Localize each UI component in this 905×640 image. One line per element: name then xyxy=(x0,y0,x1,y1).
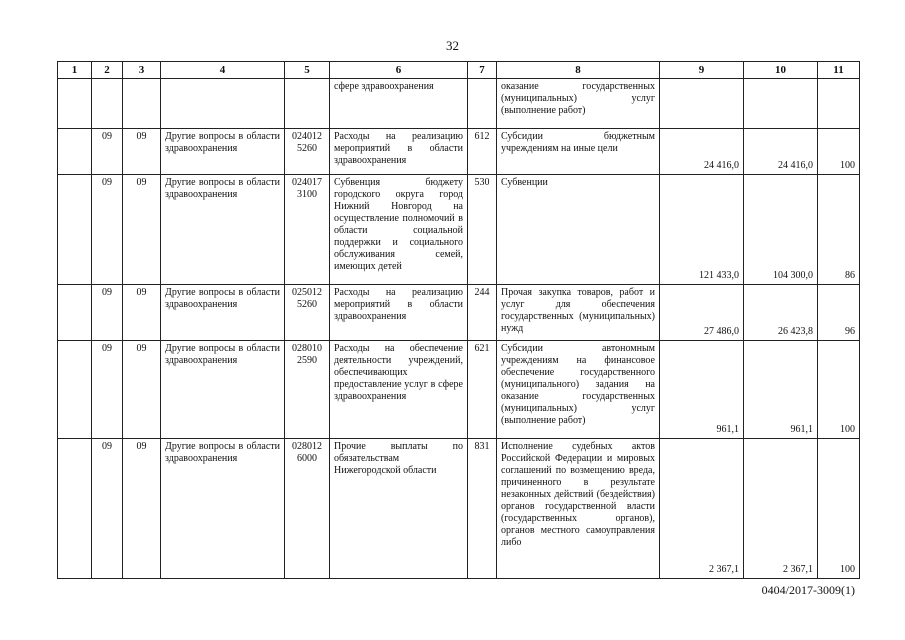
cell: 09 xyxy=(92,175,123,285)
cell: 104 300,0 xyxy=(744,175,818,285)
col-header: 1 xyxy=(58,62,92,79)
cell xyxy=(123,79,161,129)
cell: Прочая закупка товаров, работ и услуг для обеспечения государственных (муниципальных) нужд xyxy=(497,285,660,341)
col-header: 8 xyxy=(497,62,660,79)
col-header: 9 xyxy=(660,62,744,79)
cell xyxy=(58,129,92,175)
cell xyxy=(660,79,744,129)
cell: 831 xyxy=(468,439,497,579)
table-row xyxy=(58,439,860,579)
cell: 24 416,0 xyxy=(660,129,744,175)
cell: 86 xyxy=(818,175,860,285)
table-row xyxy=(58,285,860,341)
cell: оказание государственных (муниципальных) услуг (выполнение работ) xyxy=(497,79,660,129)
cell: 530 xyxy=(468,175,497,285)
cell xyxy=(285,79,330,129)
cell xyxy=(161,79,285,129)
cell: Расходы на реализацию мероприятий в области здравоохранения xyxy=(330,129,468,175)
cell: Другие вопросы в области здравоохранения xyxy=(161,439,285,579)
cell: 244 xyxy=(468,285,497,341)
cell: Другие вопросы в области здравоохранения xyxy=(161,341,285,439)
cell: Исполнение судебных актов Российской Федерации и мировых соглашений по возмещению вреда, причиненного в результате незаконных действий (бездействия) органов государственной власти (государственных органов), органов местного самоуправления либо xyxy=(497,439,660,579)
cell: 24 416,0 xyxy=(744,129,818,175)
cell xyxy=(58,439,92,579)
document-code: 0404/2017-3009(1) xyxy=(761,583,855,597)
col-header: 7 xyxy=(468,62,497,79)
cell: 2 367,1 xyxy=(660,439,744,579)
cell xyxy=(58,341,92,439)
cell: сфере здравоохранения xyxy=(330,79,468,129)
cell: 100 xyxy=(818,341,860,439)
cell: 2 367,1 xyxy=(744,439,818,579)
cell: 09 xyxy=(92,129,123,175)
cell xyxy=(744,79,818,129)
table-row xyxy=(58,129,860,175)
cell: Другие вопросы в области здравоохранения xyxy=(161,285,285,341)
cell xyxy=(818,79,860,129)
cell: 09 xyxy=(123,341,161,439)
cell: 09 xyxy=(92,439,123,579)
cell xyxy=(58,79,92,129)
header-row xyxy=(58,62,860,79)
cell: 025012 5260 xyxy=(285,285,330,341)
cell: 09 xyxy=(123,285,161,341)
cell: 621 xyxy=(468,341,497,439)
cell: Другие вопросы в области здравоохранения xyxy=(161,129,285,175)
cell: Субвенции xyxy=(497,175,660,285)
cell: Расходы на реализацию мероприятий в области здравоохранения xyxy=(330,285,468,341)
col-header: 3 xyxy=(123,62,161,79)
table-row xyxy=(58,79,860,129)
col-header: 5 xyxy=(285,62,330,79)
page-number: 32 xyxy=(446,38,459,53)
cell: Субвенция бюджету городского округа город Нижний Новгород на осуществление полномочий в области социальной поддержки и социального обслуживания семей, имеющих детей xyxy=(330,175,468,285)
col-header: 6 xyxy=(330,62,468,79)
col-header: 11 xyxy=(818,62,860,79)
budget-table xyxy=(57,61,860,579)
cell: 09 xyxy=(123,175,161,285)
table-row xyxy=(58,175,860,285)
cell: 961,1 xyxy=(744,341,818,439)
cell: 024017 3100 xyxy=(285,175,330,285)
cell: 27 486,0 xyxy=(660,285,744,341)
col-header: 10 xyxy=(744,62,818,79)
cell: 100 xyxy=(818,439,860,579)
cell xyxy=(92,79,123,129)
cell: 96 xyxy=(818,285,860,341)
cell xyxy=(58,175,92,285)
cell: Субсидии бюджетным учреждениям на иные цели xyxy=(497,129,660,175)
cell: Расходы на обеспечение деятельности учреждений, обеспечивающих предоставление услуг в сфере здравоохранения xyxy=(330,341,468,439)
cell: 121 433,0 xyxy=(660,175,744,285)
cell: 612 xyxy=(468,129,497,175)
table-row xyxy=(58,341,860,439)
cell: 028012 6000 xyxy=(285,439,330,579)
cell: Субсидии автономным учреждениям на финансовое обеспечение государственного (муниципального) задания на оказание государственных (муниципальных) услуг (выполнение работ) xyxy=(497,341,660,439)
cell: 09 xyxy=(123,439,161,579)
cell: Прочие выплаты по обязательствам Нижегородской области xyxy=(330,439,468,579)
cell: Другие вопросы в области здравоохранения xyxy=(161,175,285,285)
col-header: 2 xyxy=(92,62,123,79)
cell: 961,1 xyxy=(660,341,744,439)
cell: 09 xyxy=(92,341,123,439)
cell: 09 xyxy=(92,285,123,341)
col-header: 4 xyxy=(161,62,285,79)
cell: 024012 5260 xyxy=(285,129,330,175)
cell xyxy=(58,285,92,341)
cell: 100 xyxy=(818,129,860,175)
cell: 028010 2590 xyxy=(285,341,330,439)
cell: 09 xyxy=(123,129,161,175)
cell: 26 423,8 xyxy=(744,285,818,341)
cell xyxy=(468,79,497,129)
